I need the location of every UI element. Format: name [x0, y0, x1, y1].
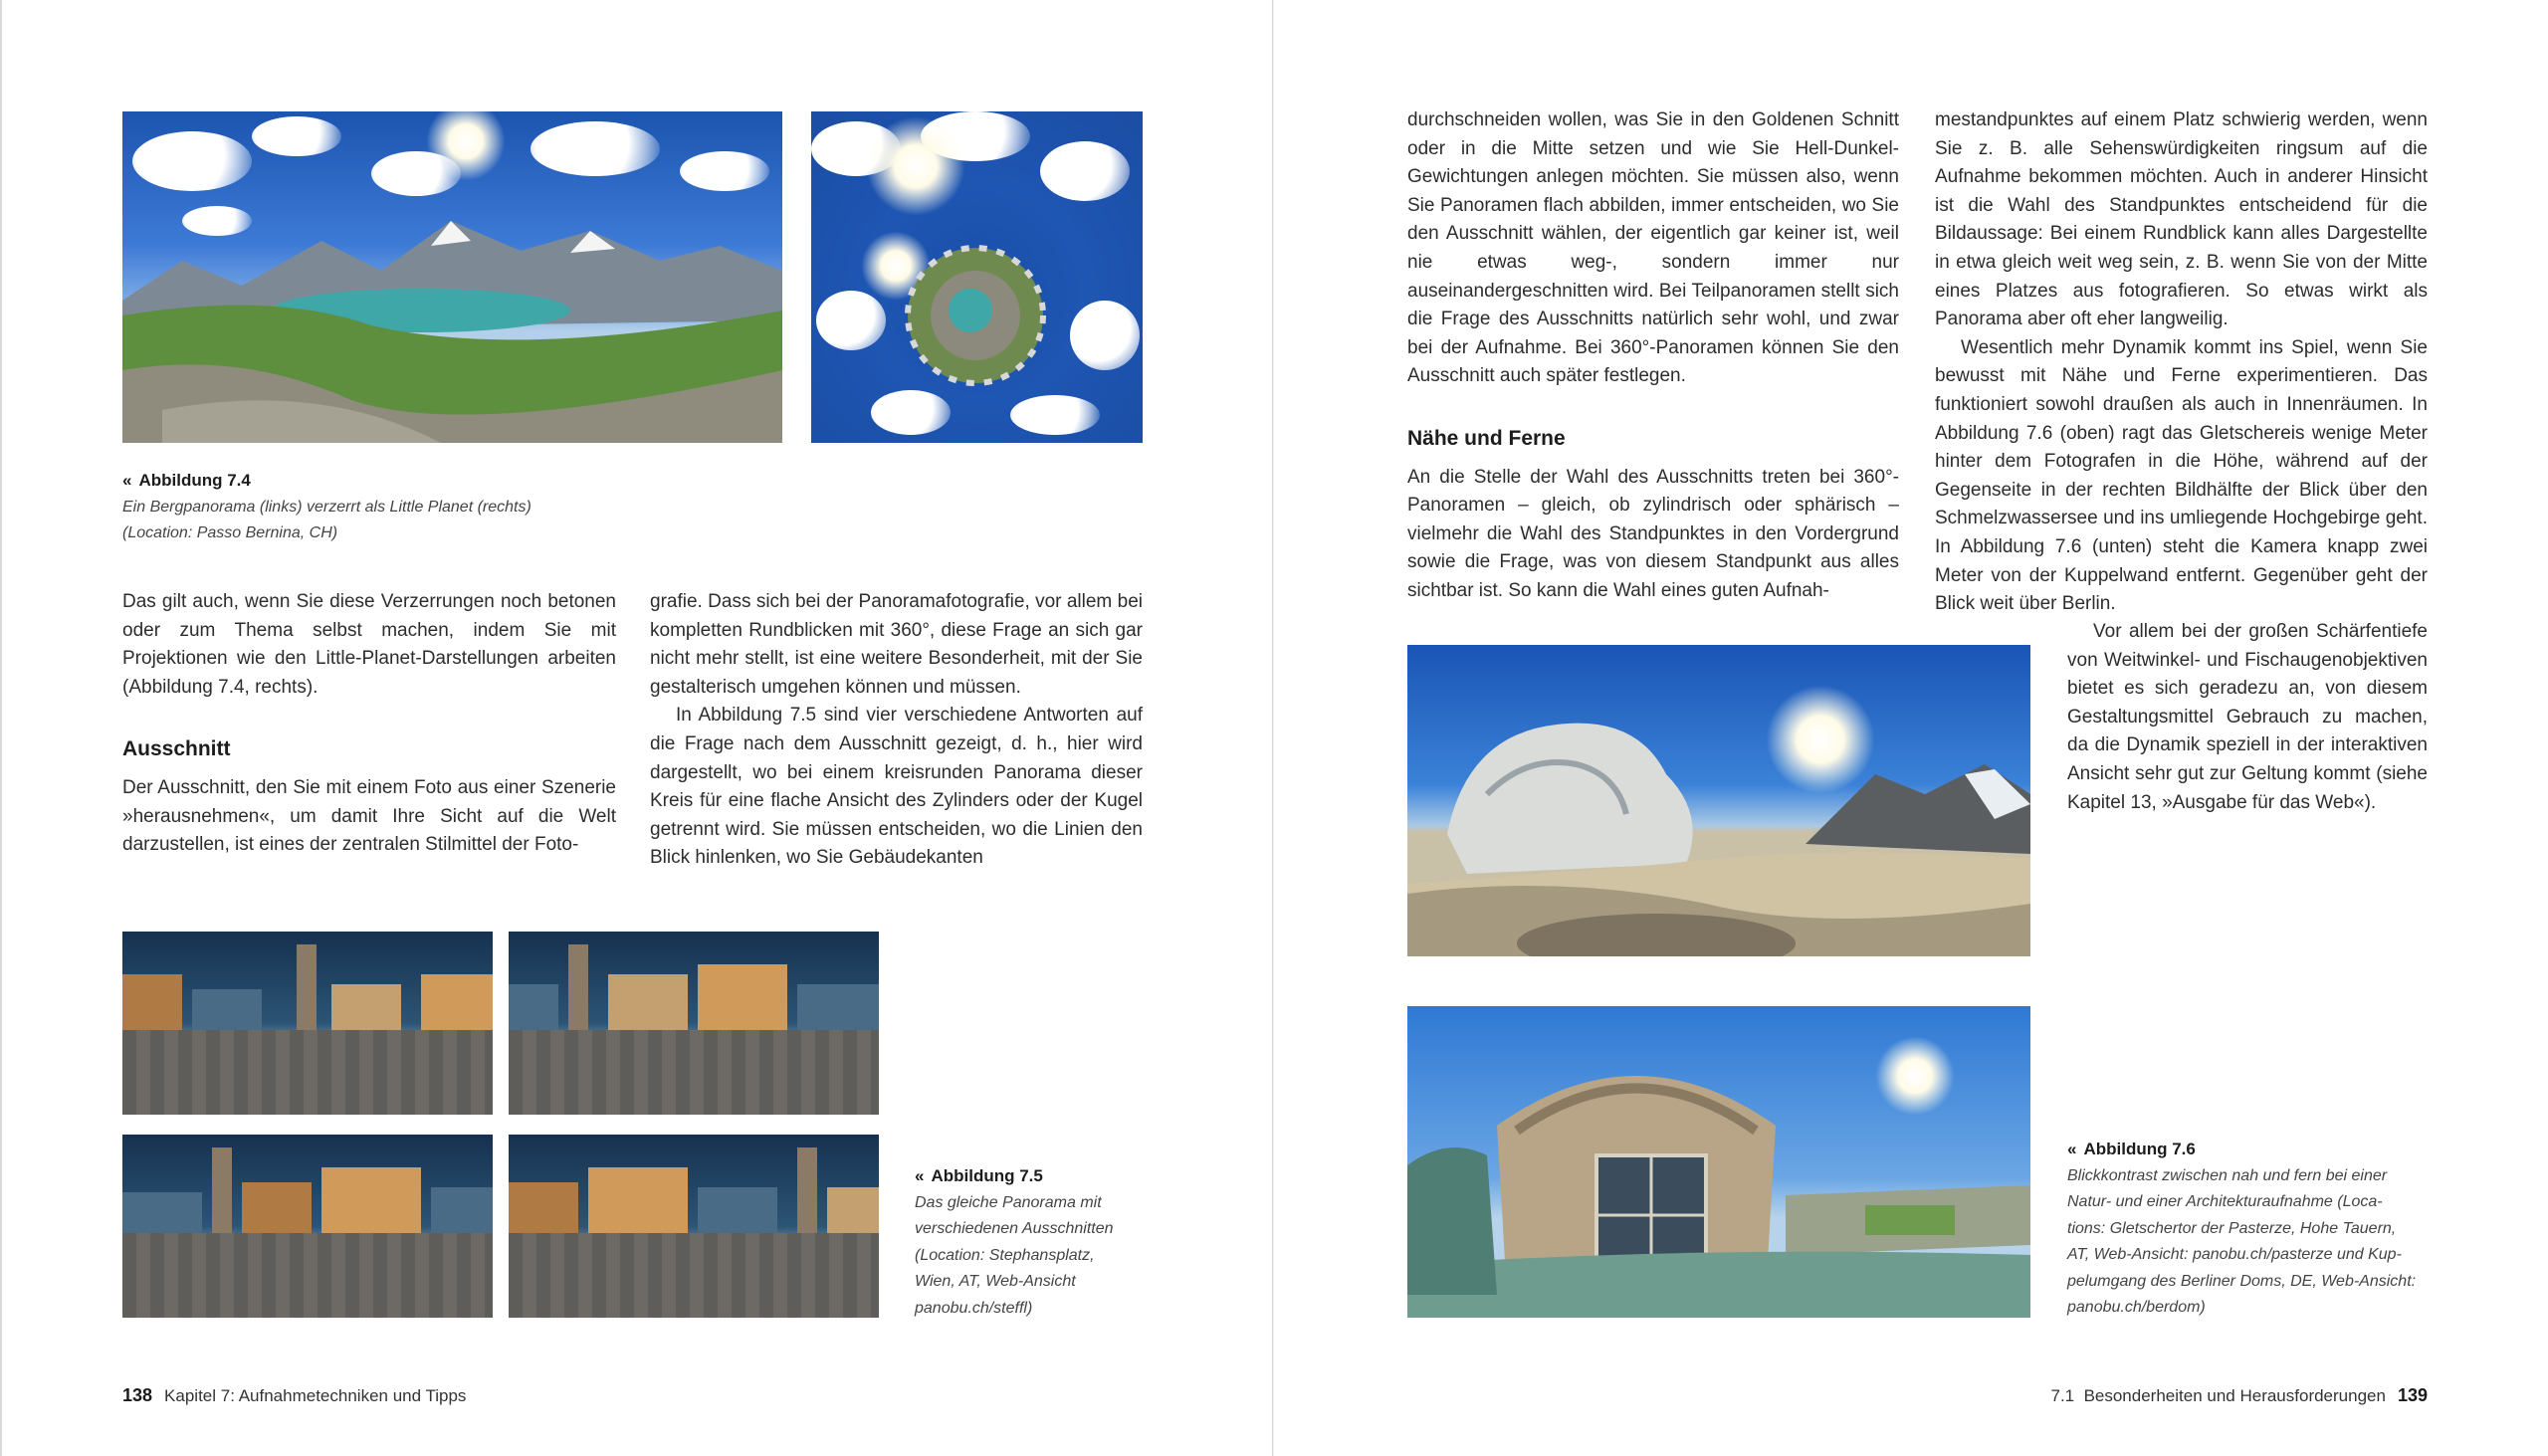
- figure-7-4-line-2: (Location: Passo Bernina, CH): [122, 524, 338, 541]
- left-page-column-1: [122, 588, 616, 860]
- left-page-column-2: [650, 588, 1143, 873]
- paragraph: mestandpunktes auf einem Platz schwierig werden, wenn Sie z. B. alle Sehenswürdigkeiten ringsum auf die Aufnahme bekommen möchten. Auch in anderer Hinsicht ist die Wahl des Standpunktes entscheidend für die Bildaussage: Bei einem Rundblick kann alles Dargestellte in etwa gleich weit weg sein, z. B. wenn Sie von der Mitte eines Platzes aus fotografieren. So etwas wirkt als Panorama aber oft eher langweilig.: [1935, 109, 2428, 330]
- figure-7-5-label: Abbildung 7.5: [931, 1166, 1043, 1185]
- stephansplatz-panorama-2: [509, 932, 879, 1115]
- paragraph: durchschneiden wollen, was Sie in den Goldenen Schnitt oder in die Mitte setzen und wie Sie Hell-Dunkel-Gewichtungen anlegen möchten. Sie müssen also, wenn Sie Panoramen flach abbilden, immer entscheiden, wo Sie den Ausschnitt wählen, der eigentlich gar keiner ist, weil nie etwas weg-, sondern immer nur auseinandergeschnitten wird. Bei Teilpanoramen stellt sich die Frage des Ausschnitts natürlich sehr wohl, und zwar bei der Aufnahme. Bei 360°-Panoramen können Sie den Ausschnitt auch später festlegen.: [1407, 109, 1899, 387]
- right-page: [1274, 0, 2548, 1456]
- figure-7-5-line-4: Wien, AT, Web-Ansicht: [915, 1273, 1076, 1290]
- paragraph: Der Ausschnitt, den Sie mit einem Foto aus einer Szenerie »herausnehmen«, um damit Ihre Sicht auf die Welt darzustellen, ist eines der zentralen Stilmittel der Foto-: [122, 776, 616, 856]
- page-number: 139: [2397, 1385, 2428, 1405]
- paragraph: Das gilt auch, wenn Sie diese Verzerrungen noch betonen oder zum Thema selbst machen, indem Sie mit Projektionen wie den Little-Planet-Darstellungen arbeiten (Abbildung 7.4, rechts).: [122, 591, 616, 698]
- figure-7-6-caption: [2067, 1137, 2445, 1322]
- little-planet-image: [811, 111, 1143, 443]
- figure-7-5-line-5: panobu.ch/steffl): [915, 1299, 1033, 1317]
- figure-7-6-line-1: Blickkontrast zwischen nah und fern bei einer: [2067, 1166, 2388, 1184]
- paragraph: Vor allem bei der großen Schärfentiefe von Weitwinkel- und Fischaugenobjektiven bietet es sich geradezu an, von diesem Gestaltungsmittel Gebrauch zu machen, da die Dynamik speziell in der interaktiven Ansicht sehr gut zur Geltung kommt (siehe Kapitel 13, »Ausgabe für das Web«).: [2067, 621, 2428, 813]
- section-heading-naehe-und-ferne: Nähe und Ferne: [1407, 426, 1566, 450]
- section-heading-ausschnitt: Ausschnitt: [122, 737, 231, 761]
- figure-7-6-line-4: AT, Web-Ansicht: panobu.ch/pasterze und Kup-: [2067, 1246, 2402, 1263]
- stephansplatz-panorama-1: [122, 932, 493, 1115]
- paragraph: In Abbildung 7.5 sind vier verschiedene Antworten auf die Frage nach dem Ausschnitt gezeigt, d. h., hier wird dargestellt, wo bei einem kreisrunden Panorama dieser Kreis für eine flache Ansicht des Zylinders oder der Kugel getrennt wird. Sie müssen entscheiden, wo die Linien den Blick hinlenken, wo Sie Gebäudekanten: [650, 705, 1143, 869]
- glacier-panorama-image: [1407, 645, 2030, 956]
- figure-7-6-line-5: pelumgang des Berliner Doms, DE, Web-Ansicht:: [2067, 1272, 2417, 1290]
- stephansplatz-panorama-3: [122, 1135, 493, 1318]
- running-footer-chapter: Kapitel 7: Aufnahmetechniken und Tipps: [164, 1386, 467, 1405]
- figure-7-6-line-2: Natur- und einer Architekturaufnahme (Loca-: [2067, 1193, 2383, 1210]
- right-page-column-1: [1407, 106, 1899, 606]
- figure-7-5-line-2: verschiedenen Ausschnitten: [915, 1220, 1114, 1237]
- figure-7-6-label: Abbildung 7.6: [2083, 1140, 2196, 1158]
- figure-7-5-line-3: (Location: Stephansplatz,: [915, 1246, 1095, 1264]
- paragraph: Wesentlich mehr Dynamik kommt ins Spiel, wenn Sie bewusst mit Nähe und Ferne experimentieren. Das funktioniert sowohl draußen als auch in Innenräumen. In Abbildung 7.6 (oben) ragt das Gletschereis wenige Meter hinter dem Fotografen in die Höhe, während auf der Gegenseite in der rechten Bildhälfte der Blick über den Schmelzwassersee und ins umliegende Hochgebirge geht. In Abbildung 7.6 (unten) steht die Kamera knapp zwei Meter von der Kuppelwand entfernt. Gegenüber geht der Blick weit über Berlin.: [1935, 336, 2428, 615]
- left-page-footer: [122, 1385, 466, 1406]
- mountain-panorama-image: [122, 111, 782, 443]
- page-number: 138: [122, 1385, 153, 1405]
- figure-7-4-caption: [122, 468, 779, 547]
- double-chevron-left-icon: «: [915, 1166, 925, 1185]
- figure-7-5-caption: [915, 1163, 1213, 1322]
- stephansplatz-panorama-4: [509, 1135, 879, 1318]
- figure-7-6-line-6: panobu.ch/berdom): [2067, 1299, 2206, 1316]
- paragraph: grafie. Dass sich bei der Panoramafotografie, vor allem bei kompletten Rundblicken mit 360°, diese Frage an sich gar nicht mehr stellt, ist eine weitere Besonderheit, mit der Sie gestalterisch umgehen können und müssen.: [650, 591, 1143, 698]
- paragraph: An die Stelle der Wahl des Ausschnitts treten bei 360°-Panoramen – gleich, ob zylindrisch oder sphärisch – vielmehr die Wahl des Standpunktes in den Vordergrund sowie die Frage, was von diesem Standpunkt aus alles sichtbar ist. So kann die Wahl eines guten Aufnah-: [1407, 466, 1899, 601]
- figure-7-4-line-1: Ein Bergpanorama (links) verzerrt als Little Planet (rechts): [122, 498, 531, 516]
- figure-7-5-line-1: Das gleiche Panorama mit: [915, 1193, 1102, 1211]
- double-chevron-up-icon: «: [122, 471, 132, 490]
- right-page-column-2-narrow: [2067, 618, 2428, 817]
- figure-7-6-line-3: tions: Gletschertor der Pasterze, Hohe Tauern,: [2067, 1219, 2397, 1237]
- double-chevron-left-icon: «: [2067, 1140, 2077, 1158]
- running-footer-section: 7.1 Besonderheiten und Herausforderungen: [2050, 1386, 2386, 1405]
- right-page-column-2: [1935, 106, 2428, 619]
- right-page-footer: [2050, 1385, 2428, 1406]
- figure-7-4-label: Abbildung 7.4: [138, 471, 251, 490]
- berlin-dome-panorama-image: [1407, 1006, 2030, 1318]
